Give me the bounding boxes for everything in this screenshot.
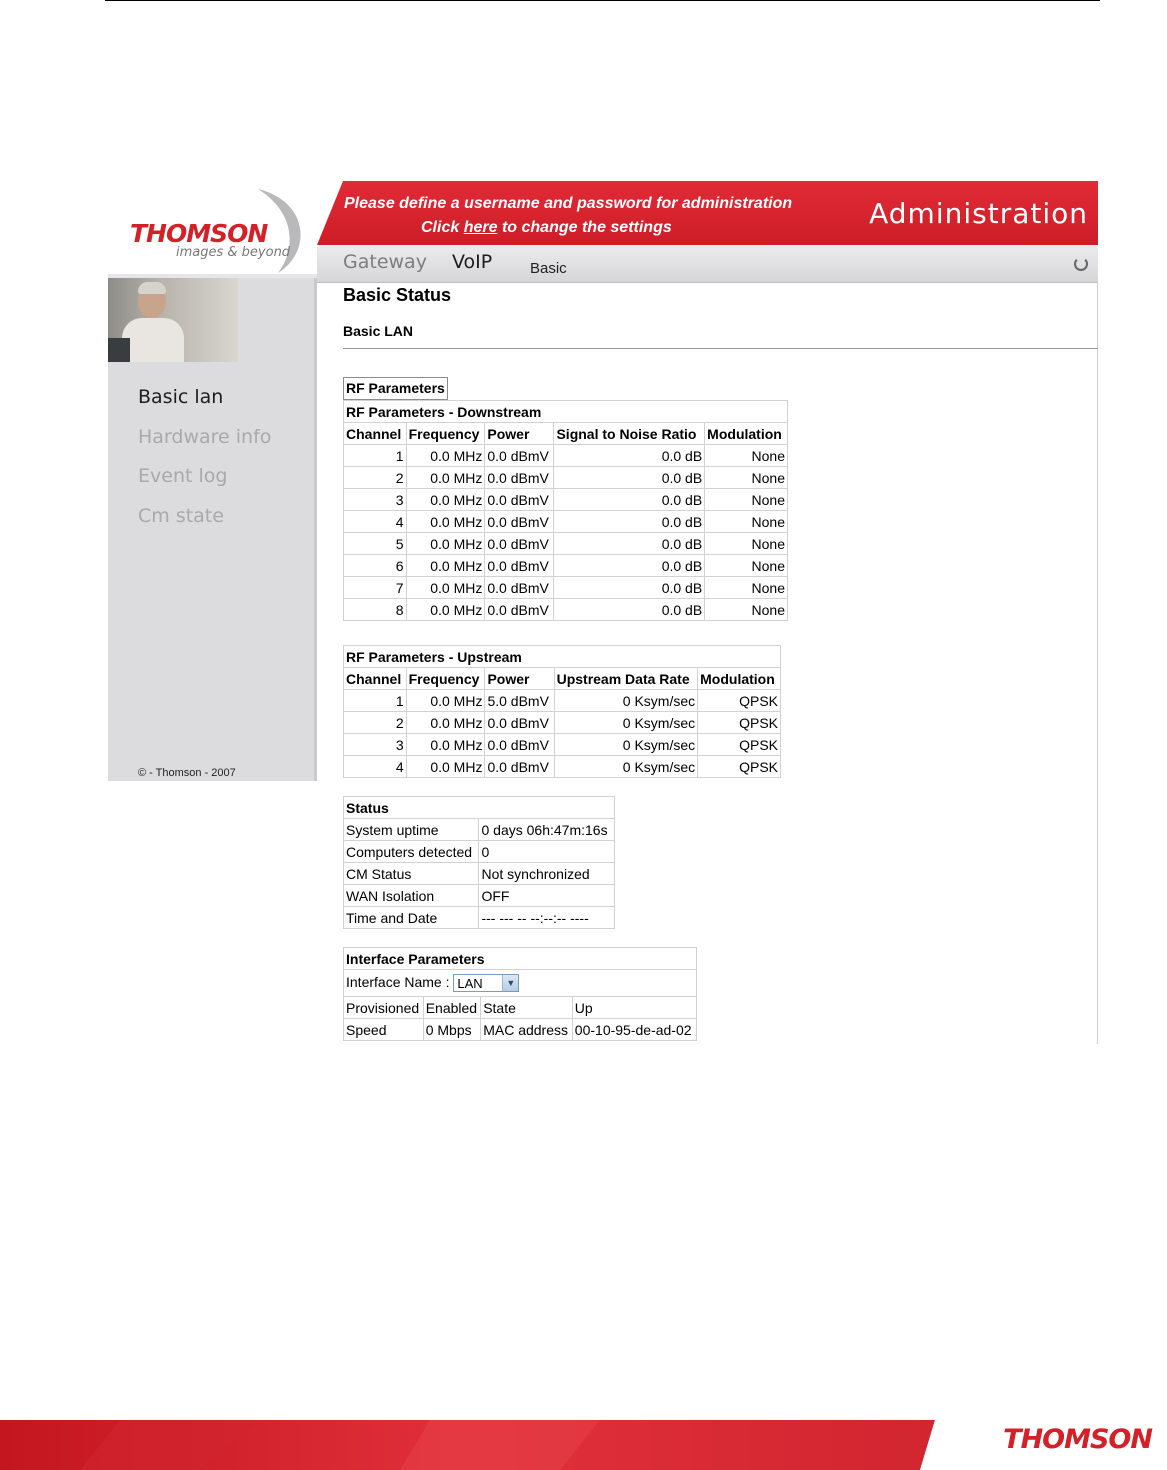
table-cell: 5 <box>344 533 407 555</box>
page-divider <box>343 348 1098 349</box>
upstream-table <box>343 645 781 778</box>
table-cell: Speed <box>344 1019 424 1041</box>
table-row <box>344 712 781 734</box>
table-cell: 4 <box>344 511 407 533</box>
table-cell: None <box>705 511 788 533</box>
subtab-basic[interactable]: Basic <box>530 260 567 277</box>
table-cell: 0.0 dBmV <box>485 734 554 756</box>
table-row <box>344 756 781 778</box>
table-header: Modulation <box>705 423 788 445</box>
table-cell: 0.0 dB <box>554 533 705 555</box>
table-header: Frequency <box>406 423 485 445</box>
table-cell: 0.0 dB <box>554 599 705 621</box>
table-cell: 2 <box>344 712 407 734</box>
table-cell: 3 <box>344 489 407 511</box>
table-cell: Enabled <box>423 997 481 1019</box>
sidebar-item-basic-lan[interactable]: Basic lan <box>138 386 224 408</box>
sidebar-item-cm-state[interactable]: Cm state <box>138 504 224 527</box>
downstream-table <box>343 400 788 621</box>
table-cell: 0.0 dB <box>554 555 705 577</box>
copyright: © - Thomson - 2007 <box>138 767 236 779</box>
table-cell: 0.0 dBmV <box>485 511 554 533</box>
upstream-title: RF Parameters - Upstream <box>344 646 781 668</box>
table-cell: 0.0 dBmV <box>485 555 554 577</box>
table-cell: 0.0 dBmV <box>485 445 554 467</box>
table-row <box>344 555 788 577</box>
table-row <box>344 577 788 599</box>
sidebar-menu <box>138 386 271 544</box>
interface-name-value: LAN <box>457 976 483 992</box>
table-cell: 0.0 dBmV <box>485 577 554 599</box>
table-cell: QPSK <box>698 734 781 756</box>
table-cell: 0.0 dBmV <box>485 712 554 734</box>
table-row <box>344 1019 697 1041</box>
footer-logo: THOMSON <box>1003 1424 1152 1455</box>
table-row <box>344 885 615 907</box>
table-cell: 4 <box>344 756 407 778</box>
table-cell: 0 Mbps <box>423 1019 481 1041</box>
table-header: Channel <box>344 423 407 445</box>
table-cell: 0.0 MHz <box>406 599 485 621</box>
page-subtitle: Basic LAN <box>343 323 414 339</box>
tab-bar <box>317 245 1098 283</box>
table-cell: 0 Ksym/sec <box>554 690 698 712</box>
admin-warning-line1: Please define a username and password for administration <box>344 195 793 212</box>
table-cell: 5.0 dBmV <box>485 690 554 712</box>
table-cell: 0.0 MHz <box>406 712 485 734</box>
table-cell: 0.0 MHz <box>406 467 485 489</box>
table-cell: 0.0 dBmV <box>485 467 554 489</box>
tab-gateway[interactable]: Gateway <box>343 251 427 273</box>
table-cell: 0.0 dBmV <box>485 599 554 621</box>
table-cell: 0.0 MHz <box>406 756 485 778</box>
table-cell: 00-10-95-de-ad-02 <box>572 1019 696 1041</box>
table-header: Signal to Noise Ratio <box>554 423 705 445</box>
table-header: Channel <box>344 668 407 690</box>
loading-spinner-icon <box>1074 257 1088 271</box>
table-cell: QPSK <box>698 690 781 712</box>
table-row <box>344 841 615 863</box>
table-cell: None <box>705 533 788 555</box>
table-row <box>344 511 788 533</box>
table-cell: 0 Ksym/sec <box>554 734 698 756</box>
table-cell: 0.0 dB <box>554 445 705 467</box>
table-cell: 0.0 MHz <box>406 555 485 577</box>
table-cell: None <box>705 599 788 621</box>
table-header: Power <box>485 668 554 690</box>
admin-warning-click: Click <box>421 219 460 236</box>
status-label: CM Status <box>344 863 479 885</box>
admin-warning-line2 <box>421 219 672 237</box>
table-cell: 8 <box>344 599 407 621</box>
status-label: WAN Isolation <box>344 885 479 907</box>
table-cell: 0.0 MHz <box>406 489 485 511</box>
status-value: 0 days 06h:47m:16s <box>479 819 615 841</box>
table-cell: 0.0 dBmV <box>485 756 554 778</box>
table-row <box>344 863 615 885</box>
table-cell: 0 Ksym/sec <box>554 712 698 734</box>
table-cell: None <box>705 577 788 599</box>
table-cell: None <box>705 555 788 577</box>
table-cell: 7 <box>344 577 407 599</box>
table-cell: State <box>481 997 573 1019</box>
change-settings-link[interactable]: here <box>463 219 498 236</box>
downstream-title: RF Parameters - Downstream <box>344 401 788 423</box>
table-row <box>344 907 615 929</box>
table-cell: 0.0 MHz <box>406 511 485 533</box>
table-row <box>344 819 615 841</box>
table-row <box>344 997 697 1019</box>
table-cell: 0.0 MHz <box>406 533 485 555</box>
section-title: Administration <box>869 197 1088 230</box>
admin-warning-rest: to change the settings <box>501 219 672 236</box>
status-table <box>343 796 615 929</box>
interface-name-label: Interface Name : <box>346 973 450 990</box>
table-row <box>344 734 781 756</box>
sidebar-photo <box>108 278 238 362</box>
table-row <box>344 445 788 467</box>
sidebar-item-event-log[interactable]: Event log <box>138 465 228 487</box>
table-cell: 3 <box>344 734 407 756</box>
status-value: OFF <box>479 885 615 907</box>
page-title: Basic Status <box>343 285 452 305</box>
table-cell: 6 <box>344 555 407 577</box>
chevron-down-icon[interactable]: ▼ <box>502 975 518 991</box>
status-label: Time and Date <box>344 907 479 929</box>
sidebar-item-hardware-info[interactable]: Hardware info <box>138 425 272 448</box>
table-header: Frequency <box>406 668 485 690</box>
thomson-logo <box>108 181 317 278</box>
table-row <box>344 489 788 511</box>
table-row <box>344 533 788 555</box>
table-cell: 2 <box>344 467 407 489</box>
table-row <box>344 467 788 489</box>
table-header: Modulation <box>698 668 781 690</box>
table-cell: None <box>705 489 788 511</box>
interface-table <box>343 947 697 1041</box>
status-value: Not synchronized <box>479 863 615 885</box>
status-value: --- --- -- --:--:-- ---- <box>479 907 615 929</box>
table-cell: 1 <box>344 445 407 467</box>
table-cell: 1 <box>344 690 407 712</box>
table-row <box>344 599 788 621</box>
status-label: Computers detected <box>344 841 479 863</box>
table-cell: 0.0 MHz <box>406 577 485 599</box>
interface-name-select[interactable] <box>453 974 519 992</box>
status-value: 0 <box>479 841 615 863</box>
tab-voip[interactable]: VoIP <box>452 251 493 273</box>
table-cell: 0.0 dB <box>554 467 705 489</box>
top-rule <box>105 0 1100 1</box>
status-label: System uptime <box>344 819 479 841</box>
table-cell: 0.0 MHz <box>406 734 485 756</box>
table-cell: None <box>705 445 788 467</box>
table-cell: 0 Ksym/sec <box>554 756 698 778</box>
table-cell: 0.0 dB <box>554 577 705 599</box>
table-cell: 0.0 dB <box>554 489 705 511</box>
status-title: Status <box>344 797 615 819</box>
table-cell: QPSK <box>698 712 781 734</box>
table-header: Upstream Data Rate <box>554 668 698 690</box>
header-banner <box>317 181 1098 245</box>
logo-tagline: images & beyond <box>176 245 291 260</box>
table-cell: 0.0 dBmV <box>485 533 554 555</box>
content-border <box>1097 282 1098 1044</box>
table-row <box>344 690 781 712</box>
table-cell: None <box>705 467 788 489</box>
footer-band <box>0 1420 1167 1470</box>
table-cell: QPSK <box>698 756 781 778</box>
table-cell: Provisioned <box>344 997 424 1019</box>
interface-title: Interface Parameters <box>344 948 697 970</box>
table-cell: 0.0 MHz <box>406 445 485 467</box>
logo-text: THOMSON <box>130 219 268 248</box>
sidebar <box>108 278 317 781</box>
rf-parameters-caption: RF Parameters <box>343 377 448 400</box>
table-cell: 0.0 dBmV <box>485 489 554 511</box>
table-cell: Up <box>572 997 696 1019</box>
table-cell: 0.0 dB <box>554 511 705 533</box>
table-cell: MAC address <box>481 1019 573 1041</box>
table-header: Power <box>485 423 554 445</box>
table-cell: 0.0 MHz <box>406 690 485 712</box>
interface-name-row <box>344 970 697 997</box>
